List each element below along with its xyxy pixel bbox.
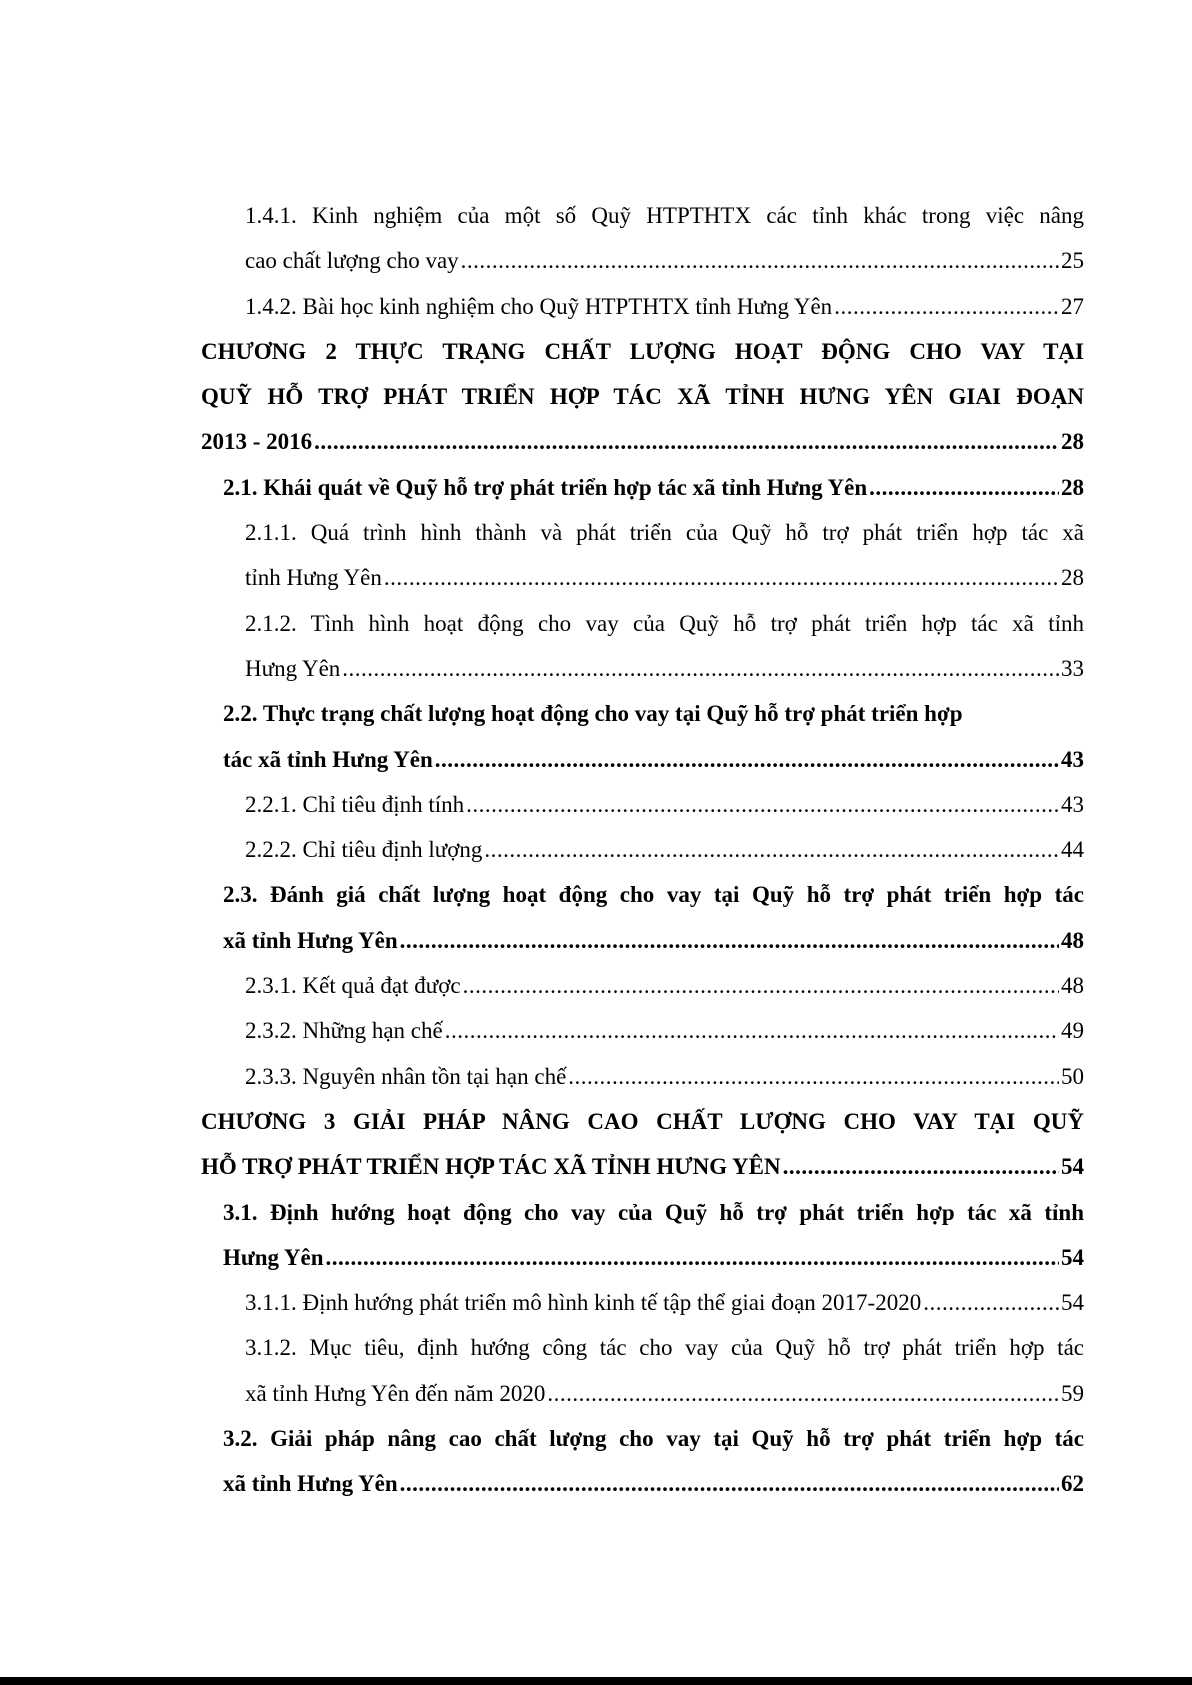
toc-dot-leader [547,1371,1059,1416]
toc-page-number: 33 [1061,655,1084,681]
toc-entry-text: 3.1.2. Mục tiêu, định hướng công tác cho vay của Quỹ hỗ trợ phát triển hợp tác [245,1335,1084,1361]
toc-entry-title: xã tỉnh Hưng Yên [223,927,398,953]
toc-page-number: 54 [1061,1244,1084,1270]
toc-entry[interactable] [201,1280,1084,1325]
toc-dot-leader [834,284,1059,329]
toc-entry-title: 2.3.2. Những hạn chế [245,1018,443,1044]
toc-page-number: 28 [1061,429,1084,455]
toc-page-number: 62 [1061,1471,1084,1497]
toc-entry[interactable] [201,691,1084,782]
toc-dot-leader [461,238,1059,283]
toc-entry-text: CHƯƠNG 3 GIẢI PHÁP NÂNG CAO CHẤT LƯỢNG CHO VAY TẠI QUỸ [201,1108,1084,1134]
toc-entry-title: 2.3.1. Kết quả đạt được [245,973,461,999]
toc-entry[interactable] [201,1325,1084,1416]
toc-entry-title: 2.2.1. Chỉ tiêu định tính [245,791,465,817]
toc-page-number: 54 [1061,1290,1084,1316]
toc-page-number: 43 [1061,746,1084,772]
toc-entry[interactable] [201,329,1084,465]
toc-entry[interactable] [201,782,1084,827]
toc-dot-leader [466,782,1059,827]
toc-entry-title: Hưng Yên [223,1244,324,1270]
table-of-contents [201,193,1084,1507]
toc-entry[interactable] [201,284,1084,329]
toc-page-number: 28 [1061,474,1084,500]
toc-dot-leader [342,646,1059,691]
toc-entry-title: 2.3.3. Nguyên nhân tồn tại hạn chế [245,1063,567,1089]
toc-entry-title: 3.1.1. Định hướng phát triển mô hình kinh tế tập thể giai đoạn 2017-2020 [245,1290,922,1316]
toc-dot-leader [314,419,1059,464]
toc-entry-text: 1.4.1. Kinh nghiệm của một số Quỹ HTPTHTX các tỉnh khác trong việc nâng [245,203,1084,228]
page-bottom-border [0,1677,1192,1685]
toc-page-number: 28 [1061,565,1084,591]
toc-page-number: 25 [1061,248,1084,274]
toc-entry-title: HỖ TRỢ PHÁT TRIỂN HỢP TÁC XÃ TỈNH HƯNG YÊN [201,1154,781,1180]
toc-entry-title: tác xã tỉnh Hưng Yên [223,746,433,772]
toc-entry[interactable] [201,963,1084,1008]
toc-entry[interactable] [201,1416,1084,1507]
toc-dot-leader [400,1461,1059,1506]
toc-entry[interactable] [201,1190,1084,1281]
toc-page-number: 43 [1061,791,1084,817]
toc-entry[interactable] [201,872,1084,963]
toc-dot-leader [400,918,1059,963]
toc-entry-title: Hưng Yên [245,655,341,681]
toc-dot-leader [568,1054,1059,1099]
toc-entry[interactable] [201,193,1084,284]
toc-entry[interactable] [201,1054,1084,1099]
toc-page-number: 49 [1061,1018,1084,1044]
toc-page-number: 50 [1061,1063,1084,1089]
toc-entry[interactable] [201,1099,1084,1190]
toc-entry[interactable] [201,601,1084,692]
toc-dot-leader [326,1235,1060,1280]
toc-entry-title: 2013 - 2016 [201,429,313,455]
toc-dot-leader [445,1008,1059,1053]
toc-page-number: 27 [1061,293,1084,319]
toc-entry-text: 3.1. Định hướng hoạt động cho vay của Quỹ hỗ trợ phát triển hợp tác xã tỉnh [223,1199,1084,1225]
toc-dot-leader [435,737,1059,782]
toc-page-number: 59 [1061,1380,1084,1406]
toc-entry-text: 2.3. Đánh giá chất lượng hoạt động cho vay tại Quỹ hỗ trợ phát triển hợp tác [223,882,1084,908]
toc-entry-title: 2.1. Khái quát về Quỹ hỗ trợ phát triển hợp tác xã tỉnh Hưng Yên [223,474,868,500]
toc-entry-text: QUỸ HỖ TRỢ PHÁT TRIỂN HỢP TÁC XÃ TỈNH HƯNG YÊN GIAI ĐOẠN [201,384,1084,410]
toc-dot-leader [923,1280,1059,1325]
toc-entry-title: xã tỉnh Hưng Yên đến năm 2020 [245,1380,546,1406]
toc-entry-title: cao chất lượng cho vay [245,248,459,274]
toc-page-number: 48 [1061,973,1084,999]
toc-page-number: 48 [1061,927,1084,953]
toc-entry-text: 2.1.1. Quá trình hình thành và phát triển của Quỹ hỗ trợ phát triển hợp tác xã [245,520,1084,546]
toc-entry-text: 3.2. Giải pháp nâng cao chất lượng cho vay tại Quỹ hỗ trợ phát triển hợp tác [223,1426,1084,1452]
toc-dot-leader [869,465,1059,510]
toc-entry[interactable] [201,827,1084,872]
toc-page-number: 44 [1061,837,1084,863]
toc-entry[interactable] [201,1008,1084,1053]
toc-entry-title: 2.2.2. Chỉ tiêu định lượng [245,837,483,863]
toc-entry-title: xã tỉnh Hưng Yên [223,1471,398,1497]
toc-entry[interactable] [201,510,1084,601]
toc-page-number: 54 [1061,1154,1084,1180]
toc-dot-leader [783,1144,1059,1189]
toc-entry-text: 2.2. Thực trạng chất lượng hoạt động cho vay tại Quỹ hỗ trợ phát triển hợp [223,701,963,727]
toc-entry-title: tỉnh Hưng Yên [245,565,382,591]
toc-entry-text: CHƯƠNG 2 THỰC TRẠNG CHẤT LƯỢNG HOẠT ĐỘNG CHO VAY TẠI [201,338,1084,364]
toc-dot-leader [384,555,1059,600]
toc-entry[interactable] [201,465,1084,510]
toc-dot-leader [463,963,1059,1008]
toc-entry-text: 2.1.2. Tình hình hoạt động cho vay của Quỹ hỗ trợ phát triển hợp tác xã tỉnh [245,610,1084,636]
toc-entry-title: 1.4.2. Bài học kinh nghiệm cho Quỹ HTPTHTX tỉnh Hưng Yên [245,293,833,319]
toc-dot-leader [484,827,1059,872]
